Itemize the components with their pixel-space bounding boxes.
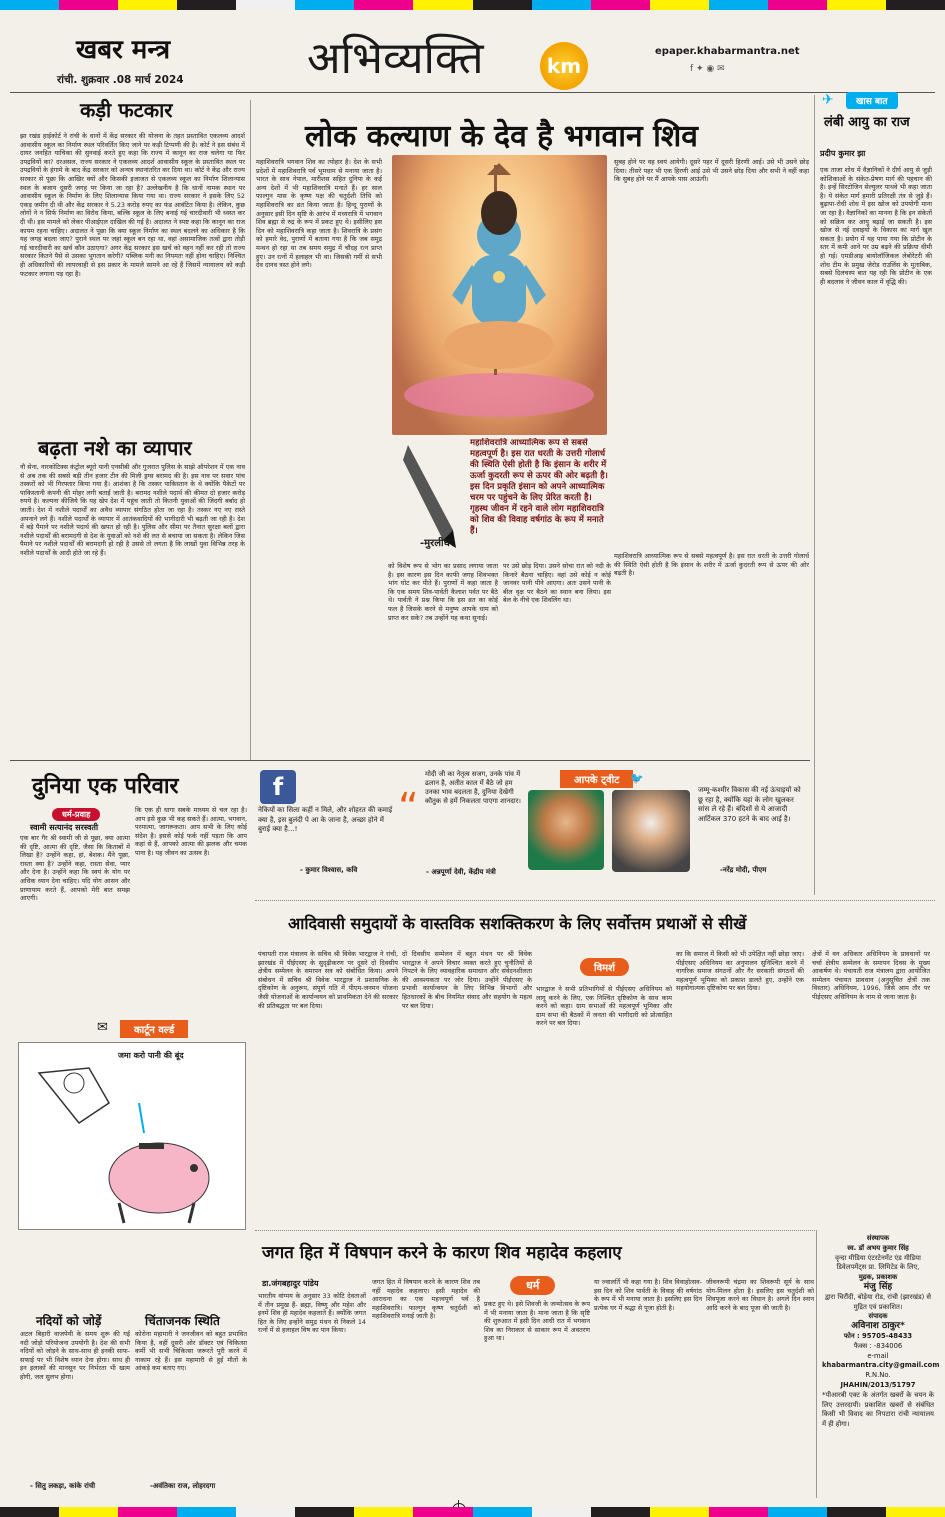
imprint-line: khabarmantra.city@gmail.com xyxy=(822,1361,940,1370)
letter-right-author: -अवंतिका राज, लोहरदगा xyxy=(150,1482,216,1490)
dharma-pravah-tag: धर्म-प्रवाह xyxy=(52,808,100,821)
lead-byline: -मुरलीधर xyxy=(420,538,454,549)
column-left-author: स्वामी सत्यानंद सरस्वती xyxy=(30,823,99,832)
letter-left-title: नदियों को जोड़ें xyxy=(36,1314,102,1328)
imprint-line: फैक्स : -834006 xyxy=(853,1341,903,1350)
quote-3-credit: -नरेंद्र मोदी, पीएम xyxy=(720,866,767,874)
bottom-article-col-3: प्रकट हुए थे। इसे शिवजी के जन्मोत्सव के रूप में भी मनाया जाता है। माना जाता है कि सृष्टि की शुरुआत में इसी दिन आधी रात में भगवान शिव का निराकार से साकार रूप में अवतरण हुआ था। xyxy=(484,1300,590,1343)
column-left-body: एक बार गैर श्री स्वामी जी से पूछा, क्या आत्मा की दृष्टि, आत्मा की दृष्टि, जैसा कि किताबों में लिखा है? उन्होंने कहा, हां, बेशक। मैंने पूछा, रास्ता क्या है? उन्होंने कहा, रास्ता सेवा, प्यार और देना है। उन्होंने कहा कि स्वयं के योग पर अधिक ध्यान देना चाहिए। यदि योग आसन और प्राणायाम करते हैं, आपको मेरी बात समझ आएगी। xyxy=(20,834,130,903)
shiva-image xyxy=(392,155,607,435)
sidebar-tag-plane-icon: ✈ xyxy=(822,92,834,108)
social-icons: f ✦ ◉ ✉ xyxy=(690,64,725,74)
quote-2-mark: “ xyxy=(398,785,419,831)
letter-left-body: अटल बिहारी वाजपेयी के समय शुरू की गई नदी जोड़ो परियोजना उपयोगी है। देश की सभी नदियों को जोड़ने के साथ-साथ ही इनकी साफ-सफाई पर भी विशेष ध्यान देना होगा। साथ ही इन इलाकों की मानसून पर निर्भरता भी खत्म होगी, जल सुलभ होगा। xyxy=(20,1330,130,1381)
mid-article-headline: आदिवासी समुदायों के वास्तविक सशक्तिकरण के लिए सर्वोत्तम प्रथाओं से सीखें xyxy=(288,914,747,933)
letter-right-body: कोरोना महामारी ने जनजीवन को बहुत प्रभावित किया है, वहीं दुसरी ओर डॉक्टर एवं चिकित्सा कर्मी भी सभी चिकित्सा जरूरतें पूरी करने में नाकाम रहे हैं। इस महामारी से हुई मौतों के आंकड़े कम बताए गए। xyxy=(135,1330,247,1373)
envelope-icon: ✉ xyxy=(97,1020,108,1035)
lead-headline: लोक कल्याण के देव है भगवान शिव xyxy=(305,119,698,154)
imprint-line: संस्थापक xyxy=(866,1234,890,1242)
mid-article-rule xyxy=(255,900,935,901)
pen-illustration xyxy=(398,440,458,550)
quote-2-photo xyxy=(528,790,604,870)
imprint-line: अविनाश ठाकुर* xyxy=(851,1321,905,1332)
mid-article-col-2: दो दिवसीय सम्मेलन में बहुत मंथन पर श्री विवेक भारद्वाज ने अपने विचार व्यक्त करते हुए चुनौतियों से निपटने के लिए व्यावहारिक समाधान और संवेदनशीलता की आवश्यकता पर जोर दिया। उन्होंने पीईएसए के प्रभावी कार्यान्वयन के लिए विभिन्न विभागों और हितधारकों के बीच नियमित संवाद और सहयोग के महत्व पर बल दिया। xyxy=(402,950,532,1010)
imprint-line: फोन : 95705-48433 xyxy=(843,1331,913,1340)
editorial-2-body: नौ सेना, नारकोटिक्स कंट्रोल ब्यूरो यानी एनसीबी और गुजरात पुलिस के साझे ऑपरेशन में एक नाव से अब तक की सबसे बड़ी तीन हजार टीन की मिली ड्रग्स बरामद की है। इस नाव पर सवार पांच तस्करों को भी गिरफ्तार किया गया है। आशंका है कि तस्कर पाकिस्तान के थे क्योंकि पैकेटों पर पाकिस्तानी कंपनी की मोहर लगी बताई जाती है। बरामद नशीले पदार्थ की कीमत दो हजार करोड़ रुपये है। कल्पना कीजिये कि यह खेप देश में पहुंच जाती तो कितनी युवाओं की जिंदगी बर्बाद हो जाती। देश में नशीले पदार्थों का अवैध व्यापार संगठित होता जा रहा है। तस्कर नए नए रास्ते अपनाने लगे हैं। नशीले पदार्थों के व्यापार में आतंकवादियों की भागीदारी भी बढ़ती जा रही है। देश में बड़े पैमाने पर नशीले पदार्थ की खपत हो रही है। पुलिस और सीमा पर तैनात सुरक्षा बलों द्वारा नशीले पदार्थों की बरामदगी से देश के युवाओं को नशे की लत से बचाया जा सकता है। लेकिन जिस पैमाने पर नशीले पदार्थों की बरामदगी हो रही है उससे तो लगता है कि लाखों युवा विभिन्न तरह के नशीले पदार्थों के आदी होते जा रहे हैं। xyxy=(20,463,245,557)
cartoon-panel xyxy=(18,1042,246,1230)
quote-1-text: नेकियों का सिला कहीं न मिले, और शोहरत की कमाई क्या है, इस बुलंदी पे आ के जाना है, अच्छा होने में बुराई क्या है...! xyxy=(258,806,393,833)
section-rule-mid xyxy=(10,760,810,761)
bottom-article-headline: जगत हित में विषपान करने के कारण शिव महादेव कहलाए xyxy=(262,1243,622,1263)
sidebar-divider xyxy=(814,95,815,895)
sidebar-tag: खास बात xyxy=(846,92,898,109)
sidebar-body: एक ताजा शोध में वैज्ञानिकों ने दीर्घ आयु से जुड़ी कोशिकाओं के संकेत-प्रेषण मार्ग की पहचान की है। इन्हें सिरटोजिन सेल्युलर पाथवे भी कहा जाता है। ये संकेत मार्ग हमारी प्रतिरक्षी तंत्र से जुड़े हैं। बुढ़ापा-रोधी शोध में इस खोज को उपयोगी माना जा रहा है। वैज्ञानिकों का मानना है कि इन संकेतों को सक्रिय कर आयु बढ़ाई जा सकती है। इस खोज से नई दवाइयों के विकास का मार्ग खुल सकता है। प्रयोग में यह पाया गया कि प्रोटीन के स्तर में कमी आने पर उम्र बढ़ने की प्रक्रिया धीमी हो गई। एमडीआइ बायोलॉजिकल लेबोरेटरी की शोध टीम के प्रमुख जेरोड राउलिंस के मुताबिक, सबसे दिलचस्प बात यह रही कि प्रोटीन के एक ही बदलाव ने जीवन काल में वृद्धि की। xyxy=(820,166,932,286)
imprint-line: मंजु सिंह xyxy=(863,1281,893,1292)
imprint-line: स्व. डॉ अभय कुमार सिंह xyxy=(847,1243,909,1252)
editorial-2-title: बढ़ता नशे का व्यापार xyxy=(38,436,192,460)
imprint-line: *पीआरबी एक्ट के अंतर्गत खबरों के चयन के लिए उत्तरदायी। प्रकाशित खबरों से संबंधित किसी भी विवाद का निपटारा रांची न्यायालय में ही होगा। xyxy=(822,1390,934,1429)
imprint-line: संपादक xyxy=(868,1312,888,1321)
imprint-line: JHAHIN/2013/51797 xyxy=(840,1380,916,1389)
lead-col-3: पर उसे छोड़ दिया। उसने सोचा रात को नदी के किनारे बैठना चाहिए। वहां उसे कोई न कोई जानवर पानी पीने आएगा। अतः उसने पानी के बील वृक्ष पर बैठने का स्थान बना लिया। इस बेल के नीचे एक शिवलिंग था। xyxy=(503,562,611,605)
masthead-rule xyxy=(10,92,935,93)
col-divider xyxy=(250,100,251,760)
imprint-line: R.N.No. xyxy=(865,1371,891,1380)
mid-article-col-1: पंचायती राज मंत्रालय के सचिव श्री विवेक भारद्वाज ने रांची, झारखंड में पीईएसए के सुदृढ़ीकरण पर दूसरे दो दिवसीय क्षेत्रीय सम्मेलन के समापन सत्र को संबोधित किया। अपने संबोधन में सचिव श्री विवेक भारद्वाज ने प्रशासनिक के दृष्टिकोण के अनुरूप, संपूर्ण गति में पीएम-जनमन योजना जैसी योजनाओं के कार्यान्वयन को प्राथमिकता देने की सरकार की प्रतिबद्धता पर बल दिया। xyxy=(258,950,398,1010)
color-registration-bar-top xyxy=(0,0,945,10)
mid-article-col-5: क्षेत्रों में वन अधिकार अधिनियम के प्रावधानों पर चर्चा क्षेत्रीय सम्मेलन के समापन दिवस के मुख्य आकर्षण थे। पंचायती राज मंत्रालय द्वारा आयोजित सम्मेलन पंचायत प्रावधान (अनुसूचित क्षेत्रों तक विस्तार) अधिनियम, 1996, जिसे आम तौर पर पीईएसए अधिनियम के नाम से जाना जाता है। xyxy=(812,950,930,1001)
km-logo: km xyxy=(540,42,588,90)
bottom-article-col-1: भारतीय वांग्मय के अनुसार 33 कोटि देवताओं में तीन प्रमुख हैं- ब्रह्मा, विष्णु और महेश और इनमें शिव ही महादेव कहलाते हैं। क्योंकि जगत हित के लिए इन्होंने समुद्र मंथन से निकले 14 रत्नों में से हलाहल विष का पान किया। xyxy=(258,1292,366,1335)
facebook-icon: f xyxy=(260,770,296,804)
quote-2-text: मोदी जी का नेतृत्व सजग, उनके पांव में ढलान है, अतीत काल में बैठे जो हम उनका भाव बदलता है, दुनिया देखेगी कौतुक से हमें निकलता पाएगा शानदार। xyxy=(425,770,521,805)
bottom-article-rule xyxy=(255,1230,815,1231)
bottom-article-col-2: जगत हित में विषपान करने के कारण शिव तब नहीं महादेव कहलाए। इसी महादेव की आराधना का एक महत्त्वपूर्ण पर्व है महाशिवरात्रि। फाल्गुन कृष्ण चतुर्दशी को महाशिवरात्रि मनाई जाती है। xyxy=(372,1278,480,1321)
imprint-block xyxy=(822,1234,940,1430)
bottom-article-col-4: या ज्वालर्ति भी कहा गया है। शिव विवाहोत्सव- इस दिन को शिव पार्वती के विवाह की वर्षगांठ के रूप में भी मनाया जाता है। इसलिए इस दिन प्रत्येक घर में श्रद्धा से पूजा होती है। xyxy=(594,1278,702,1312)
lead-col-4: सुबह होने पर वह स्वयं आयेगी। दूसरे पहर में दूसरी हिरणी आई। उसे भी उसने छोड़ दिया। तीसरे पहर भी एक हिरणी आई उसे भी उसने छोड़ दिया और सभी ने वहीं कहा कि सुबह होने पर मैं आपके पास आऊंगी। xyxy=(614,158,809,184)
lead-col-2: को विशेष रूप से भोग का प्रसाद लगाया जाता है। इस कारण इस दिन काफी जगह शिवभक्त भांग घोट कर पीते हैं। पुराणों में कहा जाता है कि एक समय शिव-पार्वती कैलाश पर्वत पर बैठे थे। पार्वती ने प्रश्न किया कि इस व्रत का कोई फल है जिसके करने से मनुष्य आपके धाम को प्राप्त कर सके? तब उन्होंने यह कथा सुनाई। xyxy=(388,562,498,622)
tweet-heading: आपके ट्वीट xyxy=(560,770,633,788)
column-left-2-body: कि एक ही धागा सबके माध्यम से चल रहा है। आप इसे कुछ भी कह सकते हैं। आत्मा, भगवान, परमात्मा, जागरूकता। आप सभी के लिए कोई संदेश है। इससे कोई फर्क नहीं पड़ता कि आप कहां से हैं, आपको आत्मा की झलक और चमक पाना है। यह जीवन का उत्सव है। xyxy=(135,806,247,857)
bottom-article-byline: डा.जंगबहादुर पांडेय xyxy=(262,1279,319,1288)
lead-col-4-bottom: महाशिवरात्रि आध्यात्मिक रूप से सबसे महत्वपूर्ण है। इस रात धरती के उत्तरी गोलार्ध की स्थिति ऐसी होती है कि इंसान के शरीर में ऊर्जा कुदरती रूप से ऊपर की ओर बढ़ती है। xyxy=(614,552,809,578)
website-url[interactable]: epaper.khabarmantra.net xyxy=(655,46,800,57)
dharma-tag: धर्म xyxy=(510,1276,555,1295)
mid-article-col-4: का कि समाज में किसी को भी उपेक्षित नहीं छोड़ा जाए। पीईएसए अधिनियम का अनुपालन सुनिश्चित करने में नागरिक समाज संगठनों और गैर सरकारी संगठनों की महत्वपूर्ण भूमिका को प्रकाश डालते हुए, उन्होंने एक सहयोगात्मक दृष्टिकोण पर बल दिया। xyxy=(676,950,804,993)
imprint-line: द्वारा चिरौंदी, बोड़ेया रोड, रांची (झारखंड) से मुद्रित एवं प्रकाशित। xyxy=(824,1292,932,1311)
letter-left-author: - सितु लकड़ा, कांके रांची xyxy=(30,1482,96,1490)
quote-3-photo xyxy=(612,790,690,872)
editorial-1-title: कड़ी फटकार xyxy=(80,98,173,122)
quote-2-credit: - अन्नपूर्णा देवी, केंद्रीय मंत्री xyxy=(426,868,496,876)
column-left-title: दुनिया एक परिवार xyxy=(32,773,179,799)
cartoon-caption: जमा करो पानी की बूंद xyxy=(118,1051,184,1060)
paper-name: खबर मन्त्र xyxy=(76,35,171,65)
lead-col-1: महाशिवरात्रि भगवान शिव का त्योहार है। देश के सभी प्रदेशों में महाशिवरात्रि पर्व भूमधाम से मनाया जाता है। भारत के साथ नेपाल, मारीशस सहित दुनिया के कई अन्य देशों में भी महाशिवरात्रि मनाते हैं। हर साल फाल्गुन मास के कृष्ण पक्ष की चतुर्दशी तिथि को महाशिवरात्रि का व्रत किया जाता है। हिन्दू पुराणों के अनुसार इसी दिन सृष्टि के आरंभ में मध्यरात्रि में भगवान शिव ब्रह्मा से रुद्र के रूप में प्रकट हुए थे। इसीलिए इस दिन को महाशिवरात्रि कहा जाता है। शिवरात्रि के प्रसंग को हमारे वेद, पुराणों में बताया गया है कि जब समुद्र मन्थन हो रहा था तब समय समुद्र में चौदह रत्न प्राप्त हुए। उन रत्नों में हलाहल भी था। जिसकी गर्मी से सभी देव दानव त्रस्त होने लगे। xyxy=(256,158,382,270)
dateline: रांची. शुक्रवार .08 मार्च 2024 xyxy=(57,74,184,86)
color-registration-bar-bottom xyxy=(0,1507,945,1517)
imprint-line: मुद्रक, प्रकाशक xyxy=(858,1273,898,1282)
bottom-article-col-5: जीवनरूपी चंद्रमा का शिवरूपी सूर्य के साथ योग-मिलन होता है। इसलिए इस चतुर्दशी को शिवपूजा करने का विधान है। अगले दिन स्नान आदि करने के बाद पूजा की जाती है। xyxy=(706,1278,814,1312)
quote-1-credit: - कुमार विश्वास, कवि xyxy=(300,866,358,874)
vimarsh-tag: विमर्श xyxy=(580,958,629,976)
sidebar-title: लंबी आयु का राज xyxy=(824,115,910,130)
sidebar-author: प्रदीप कुमार झा xyxy=(820,149,866,158)
imprint-line: e-mail xyxy=(867,1351,889,1360)
page-name: अभिव्यक्ति xyxy=(307,33,484,84)
mid-article-col-3: भारद्वाज ने सभी प्रतिभागियों से पीईएसए अधिनियम को लागू करने के लिए, एक निश्चित दृष्टिकोण के साथ काम करने को कहा। ग्राम सभाओं की महत्वपूर्ण भूमिका और ग्राम सभा की बैठकों में जनता की भागीदारी को प्रोत्साहित करने पर बल दिया। xyxy=(536,985,672,1028)
twitter-icon: 🐦 xyxy=(630,772,644,785)
quote-3-text: जम्मू-कश्मीर विकास की नई ऊंचाइयों को छू रहा है, क्योंकि यहां के लोग खुलकर सांस ले रहे हैं। बंदिशों से ये आजादी आर्टिकल 370 हटने के बाद आई है। xyxy=(698,786,801,823)
cartoon-header: कार्टून वर्ल्ड xyxy=(120,1020,188,1038)
lead-callout: महाशिवरात्रि आध्यात्मिक रूप से सबसे महत्वपूर्ण है। इस रात धरती के उत्तरी गोलार्ध की स्थिति ऐसी होती है कि इंसान के शरीर में ऊर्जा कुदरती रूप से ऊपर की ओर बढ़ती है। इस दिन प्रकृति इंसान को अपने आध्यात्मिक चरम पर पहुंचने के लिए प्रेरित करती है। गृहस्थ जीवन में रहने वाले लोग महाशिवरात्रि को शिव की विवाह वर्षगांठ के रूप में मनाते हैं। xyxy=(470,438,608,536)
imprint-line: वृन्दा मीडिया एंटरटेनमेंट एंड मीडिया डिवेलपमेंट्स प्रा. लिमिटेड के लिए, xyxy=(835,1253,921,1272)
imprint-divider xyxy=(816,1230,817,1498)
editorial-1-body: झा रखंड हाईकोर्ट ने रांची के धानों में केंद्र सरकार की योजना के तहत प्रस्तावित एकलव्य आदर्श आवासीय स्कूल का निर्माण स्थल परिवर्तित किए जाने पर कड़ी टिप्पणी की है। कोर्ट ने इस संबंध में दायर जनहित याचिका की सुनवाई करते हुए कहा कि राज्य में कानून का राज चलेगा या फिर उपद्रवियों का? दरअसल, राज्य सरकार ने एकलव्य आदर्श आवासीय स्कूल के प्रस्तावित स्थल पर उपद्रवियों के हंगामे के बाद केंद्र सरकार को अन्यत्र स्थानांतरित कर दिया था। कोर्ट ने केंद्र और राज्य सरकार से पूछा कि आखिर क्यों और किसकी इजाजत से एकलव्य स्कूल का निर्माण शिलान्यास स्थल के बजाय दूसरी जगह पर किया जा रहा है? उल्लेखनीय है कि धानों नामक स्थान पर आवासीय स्कूल के निर्माण के लिए शिलान्यास किया गया था। राज्य सरकार ने इसके लिए 52 एकड़ जमीन दी थी और केंद्र सरकार ने 5.23 करोड़ रुपए का फंड आवंटित किया है। लेकिन, कुछ लोगों ने न सिर्फ निर्माण का विरोध किया, बल्कि स्कूल के लिए बनाई गई चारदीवारी भी ध्वस्त कर दी थी। इस मामले को लेकर पीआईएल दाखिल की गई है। अदालत ने स्पष्ट कहा कि कानून का राज कायम रहना चाहिए। अदालत ने पूछा कि क्या स्कूल निर्माण का स्थल बदलने का अधिकार है कि यह जगह बदला जाए? पुराने स्थल पर जहां स्कूल बन रहा था, वहां असामाजिक तत्वों द्वारा तोड़ी गई चारदीवारी का खर्च कौन उठाएगा? अगर केंद्र सरकार इस खर्च को वहन नहीं कर रही तो राज्य सरकार कितने पैसे से उसका भुगतान करेगी? पब्लिक मनी का नियमतः नहीं होना चाहिए। निश्चित ही अधिकारियों की लापरवाही से इस प्रकार के मामले सामने आ रहे हैं जिसमें न्यायालय को कड़ी फटकार लगाना पड़ रहा है। xyxy=(20,132,245,278)
letter-right-title: चिंताजनक स्थिति xyxy=(145,1314,220,1328)
